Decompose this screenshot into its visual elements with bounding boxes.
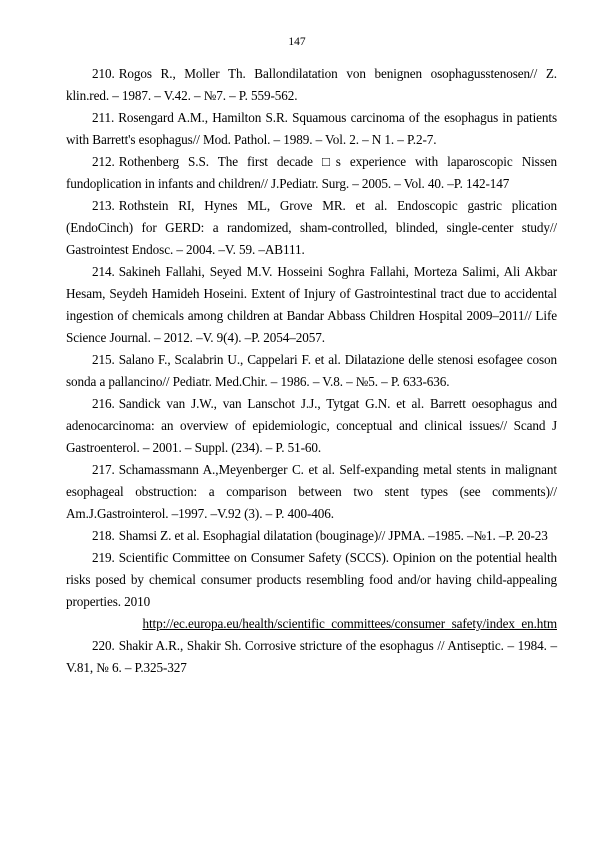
reference-text: Sandick van J.W., van Lanschot J.J., Tytgat G.N. et al. Barrett oesophagus and adenocarcinoma: an overview of epidemiologic, conceptual and clinical issues// Scand J Gastroenterol. – 2001. – Suppl. (234). – P. 51-60. <box>66 396 557 455</box>
reference-text: Rosengard A.M., Hamilton S.R. Squamous carcinoma of the esophagus in patients with Barrett's esophagus// Mod. Pathol. – 1989. – Vol. 2. – N 1. – P.2-7. <box>66 110 557 147</box>
reference-number: 219. <box>92 550 115 565</box>
reference-item <box>66 195 557 261</box>
reference-text: Shakir A.R., Shakir Sh. Corrosive stricture of the esophagus // Antiseptic. – 1984. – V.81, № 6. – P.325-327 <box>66 638 557 675</box>
reference-text: Rothenberg S.S. The first decade □s experience with laparoscopic Nissen fundoplication in infants and children// J.Pediatr. Surg. – 2005. – Vol. 40. –P. 142-147 <box>66 154 557 191</box>
page-number: 147 <box>288 36 306 48</box>
reference-number: 215. <box>92 352 115 367</box>
reference-item <box>66 459 557 525</box>
reference-text: Schamassmann A.,Meyenberger C. et al. Self-expanding metal stents in malignant esophageal obstruction: a comparison between two stent types (see comments)// Am.J.Gastrointerol. –1997. –V.92 (3). – P. 400-406. <box>66 462 557 521</box>
reference-item <box>66 525 557 547</box>
reference-text: Rothstein RI, Hynes ML, Grove MR. et al. Endoscopic gastric plication (EndoCinch) for GERD: a randomized, sham-controlled, blinded, single-center study// Gastrointest Endosc. – 2004. –V. 59. –AB111. <box>66 198 557 257</box>
reference-item <box>66 393 557 459</box>
reference-text: Shamsi Z. et al. Esophagial dilatation (bouginage)// JPMA. –1985. –№1. –P. 20-23 <box>118 528 548 543</box>
reference-number: 217. <box>92 462 115 477</box>
reference-item <box>66 63 557 107</box>
reference-number: 214. <box>92 264 115 279</box>
reference-item <box>66 107 557 151</box>
reference-item <box>66 261 557 349</box>
reference-number: 220. <box>92 638 115 653</box>
reference-text: Sakineh Fallahi, Seyed M.V. Hosseini Soghra Fallahi, Morteza Salimi, Ali Akbar Hesam, Seydeh Hamideh Hoseini. Extent of Injury of Gastrointestinal tract due to accidental ingestion of chemicals among children at Bandar Abbass Children Hospital 2009–2011// Life Science Journal. – 2012. –V. 9(4). –P. 2054–2057. <box>66 264 557 345</box>
reference-number: 212. <box>92 154 115 169</box>
reference-item <box>66 349 557 393</box>
reference-number: 218. <box>92 528 115 543</box>
reference-number: 213. <box>92 198 115 213</box>
reference-url-link[interactable]: http://ec.europa.eu/health/scientific_committees/consumer_safety/index_en.htm <box>142 616 557 631</box>
reference-text: Scientific Committee on Consumer Safety (SCCS). Opinion on the potential health risks posed by chemical consumer products resembling food and/or having child-appealing properties. 2010 <box>66 550 557 609</box>
reference-number: 210. <box>92 66 115 81</box>
reference-item <box>66 635 557 679</box>
reference-list <box>66 63 557 679</box>
reference-number: 211. <box>92 110 115 125</box>
reference-item <box>66 151 557 195</box>
reference-item <box>66 547 557 613</box>
reference-text: Salano F., Scalabrin U., Cappelari F. et al. Dilatazione delle stenosi esofagee coson sonda a pallancino// Pediatr. Med.Chir. – 1986. – V.8. – №5. – P. 633-636. <box>66 352 557 389</box>
reference-number: 216. <box>92 396 115 411</box>
reference-text: Rogos R., Moller Th. Ballondilatation von benignen osophagusstenosen// Z. klin.red. – 1987. – V.42. – №7. – P. 559-562. <box>66 66 557 103</box>
reference-url-line <box>66 613 557 635</box>
